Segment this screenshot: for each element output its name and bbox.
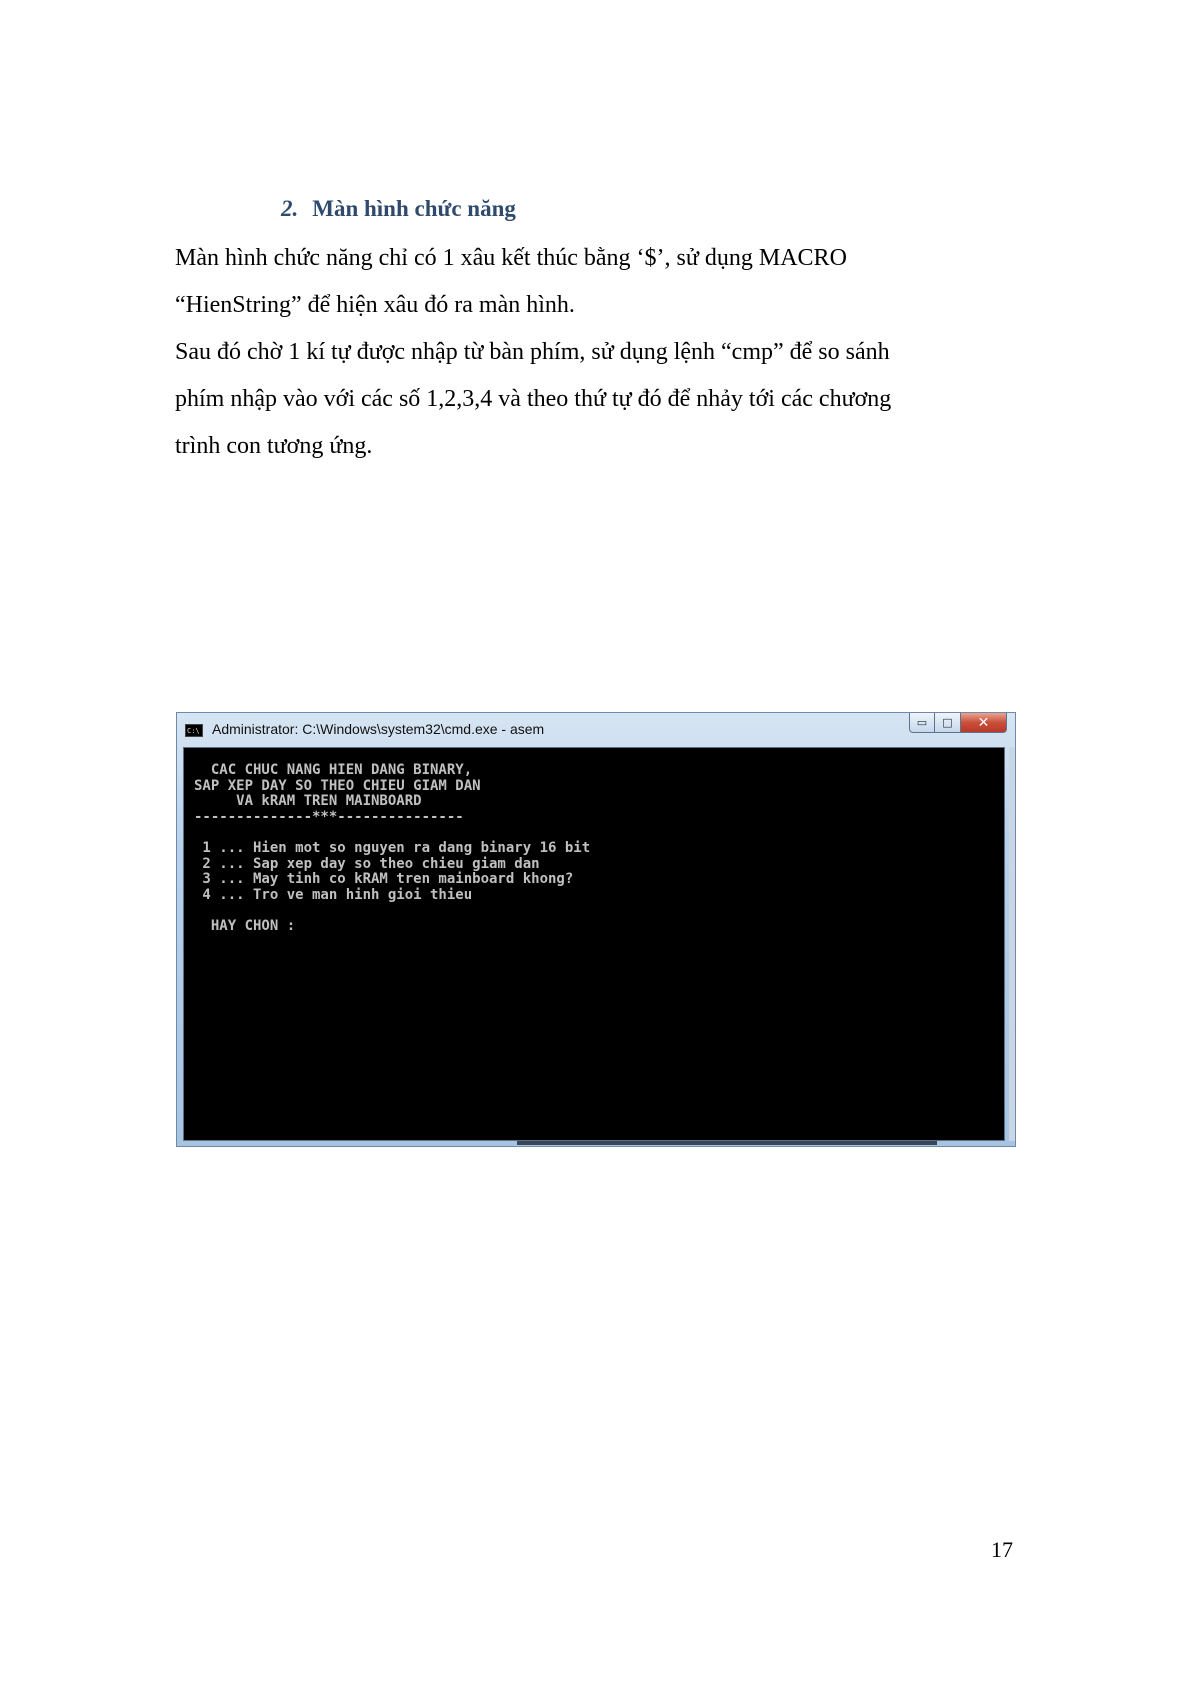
- console-line: 1 ... Hien mot so nguyen ra dang binary 16 bit: [194, 839, 591, 856]
- page-number: 17: [991, 1537, 1013, 1562]
- console-scrollbar[interactable]: [1009, 747, 1015, 1141]
- cmd-titlebar: [177, 713, 1015, 747]
- console-line: [194, 825, 590, 841]
- paragraph-cmp-description: [175, 329, 1035, 470]
- window-bottom-shadow: [517, 1141, 937, 1145]
- console-line: VA kRAM TREN MAINBOARD: [194, 793, 422, 810]
- console-line: HAY CHON :: [194, 917, 296, 934]
- section-number: 2.: [281, 196, 299, 221]
- console-line: 2 ... Sap xep day so theo chieu giam dan: [194, 855, 540, 872]
- console-line: CAC CHUC NANG HIEN DANG BINARY,: [194, 762, 473, 778]
- section-heading: [281, 196, 516, 222]
- minimize-icon[interactable]: ▭: [909, 713, 935, 733]
- console-line: [194, 903, 590, 919]
- cmd-app-icon: C:\: [185, 724, 203, 737]
- console-line: SAP XEP DAY SO THEO CHIEU GIAM DAN: [194, 777, 481, 794]
- console-line: 3 ... May tinh co kRAM tren mainboard khong?: [194, 871, 574, 888]
- paragraph-line: Sau đó chờ 1 kí tự được nhập từ bàn phím, sử dụng lệnh “cmp” để so sánh: [175, 339, 890, 365]
- paragraph-macro-description: [175, 235, 1035, 329]
- section-title: Màn hình chức năng: [312, 196, 516, 221]
- paragraph-line: Màn hình chức năng chỉ có 1 xâu kết thúc bằng ‘$’, sử dụng MACRO: [175, 245, 847, 271]
- console-lines: [194, 763, 590, 935]
- close-icon[interactable]: ✕: [961, 713, 1007, 733]
- console-line: 4 ... Tro ve man hinh gioi thieu: [194, 886, 473, 903]
- window-controls: [909, 713, 1007, 735]
- paragraph-line: phím nhập vào với các số 1,2,3,4 và theo thứ tự đó để nhảy tới các chương: [175, 386, 892, 412]
- maximize-icon[interactable]: □: [935, 713, 961, 733]
- console-line: --------------***---------------: [194, 808, 464, 825]
- cmd-window-screenshot: [176, 712, 1016, 1147]
- cmd-window-title: Administrator: C:\Windows\system32\cmd.exe - asem: [212, 721, 545, 737]
- console-output: [183, 747, 1005, 1141]
- paragraph-line: “HienString” để hiện xâu đó ra màn hình.: [175, 292, 575, 318]
- paragraph-line: trình con tương ứng.: [175, 433, 373, 459]
